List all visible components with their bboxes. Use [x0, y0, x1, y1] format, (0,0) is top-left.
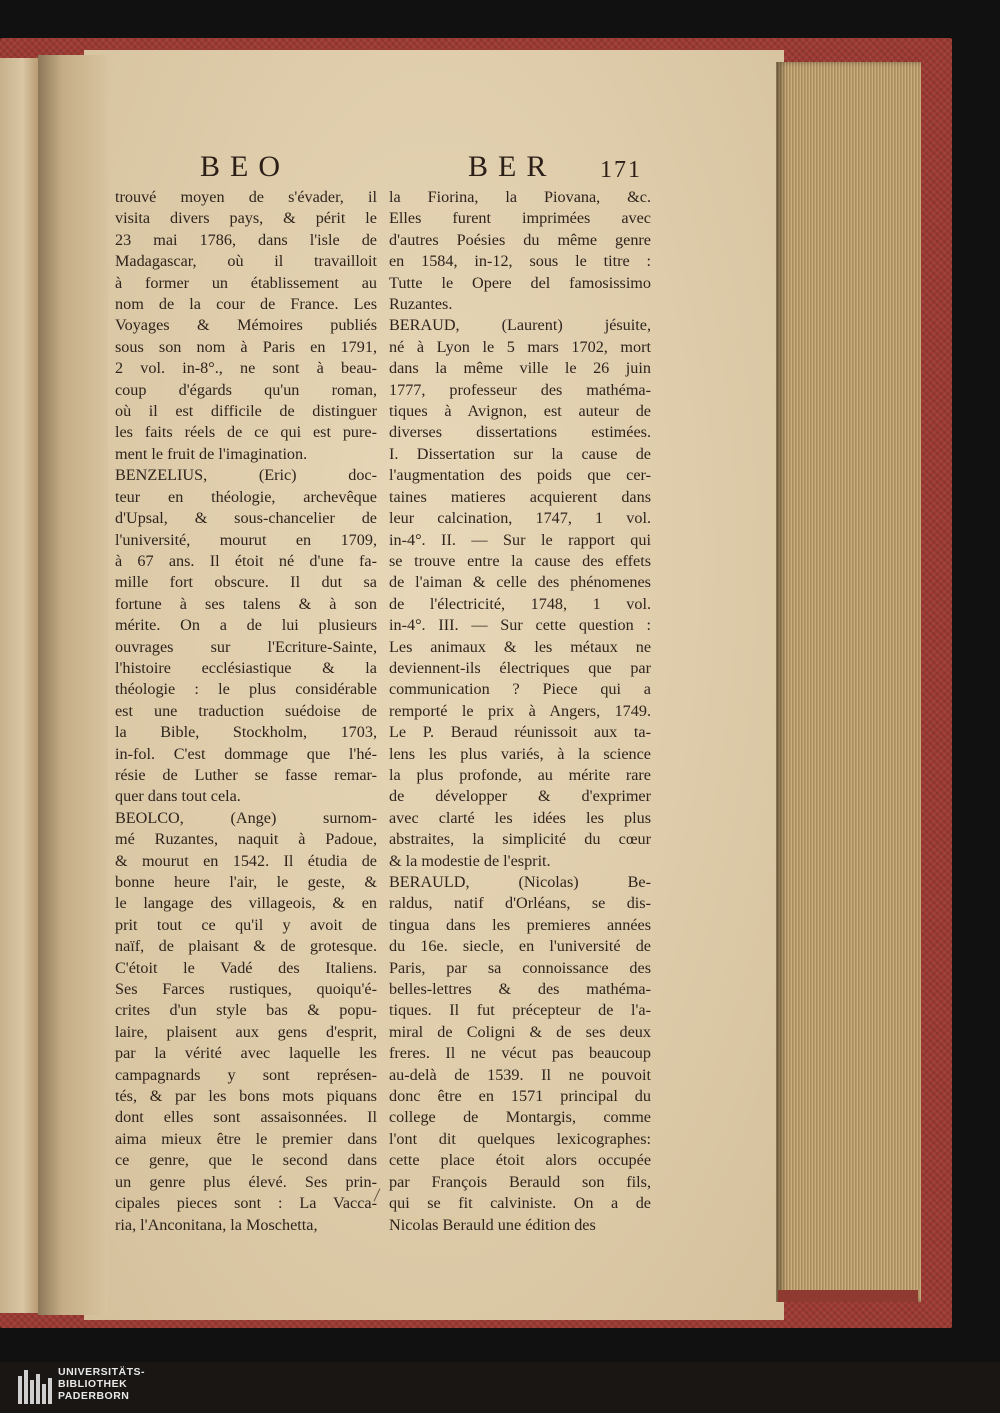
text-line: du 16e. siecle, en l'université de: [389, 937, 651, 956]
text-line: Paris, par sa connoissance des: [389, 958, 651, 977]
text-line: quer dans tout cela.: [115, 787, 241, 806]
text-line: leur calcination, 1747, 1 vol.: [389, 509, 651, 528]
page-number: 171: [600, 157, 642, 183]
text-line: à former un établissement au: [115, 273, 377, 292]
text-line: théologie : le plus considérable: [115, 680, 377, 699]
library-logo-icon: [18, 1370, 52, 1404]
text-line: & mourut en 1542. Il étudia de: [115, 851, 377, 870]
text-line: la plus profonde, au mérite rare: [389, 765, 651, 784]
text-line: college de Montargis, comme: [389, 1108, 651, 1127]
text-line: coup d'égards qu'un roman,: [115, 380, 377, 399]
text-line: remporté le prix à Angers, 1749.: [389, 701, 651, 720]
text-line: ria, l'Anconitana, la Moschetta,: [115, 1215, 318, 1234]
text-line: campagnards y sont représen-: [115, 1065, 377, 1084]
text-line: in-4°. III. — Sur cette question :: [389, 616, 651, 635]
text-line: mille fort obscure. Il dut sa: [115, 573, 377, 592]
text-line: la Bible, Stockholm, 1703,: [115, 723, 377, 742]
text-line: in-fol. C'est dommage que l'hé-: [115, 744, 377, 763]
text-line: d'Upsal, & sous-chancelier de: [115, 509, 377, 528]
text-line: Le P. Beraud réunissoit aux ta-: [389, 723, 651, 742]
library-name-line: PADERBORN: [58, 1390, 130, 1402]
text-line: aima mieux être le premier dans: [115, 1129, 377, 1148]
text-line: Tutte le Opere del famosissimo: [389, 273, 651, 292]
text-line: 2 vol. in-8°., ne sont à beau-: [115, 359, 377, 378]
text-line: au-delà de 1539. Il ne pouvoit: [389, 1065, 651, 1084]
text-line: qui se fit calviniste. On a de: [389, 1194, 651, 1213]
text-line: bonne heure l'air, le geste, &: [115, 873, 377, 891]
text-line: se trouve entre la cause des effets: [389, 551, 651, 570]
text-line: miral de Coligni & de ses deux: [389, 1022, 651, 1041]
text-line: Elles furent imprimées avec: [389, 209, 651, 228]
text-line: cipales pieces sont : La Vacca-: [115, 1194, 377, 1213]
text-line: BERAULD, (Nicolas) Be-: [389, 873, 651, 891]
page-gutter: [38, 55, 108, 1315]
left-page-edge: [0, 58, 38, 1313]
text-line: ce genre, que le second dans: [115, 1151, 377, 1170]
text-line: est une traduction suédoise de: [115, 701, 377, 720]
text-line: nom de la cour de France. Les: [115, 295, 377, 314]
text-line: la Fiorina, la Piovana, &c.: [389, 188, 651, 206]
text-line: diverses dissertations estimées.: [389, 423, 651, 442]
text-line: Nicolas Berauld une édition des: [389, 1215, 596, 1234]
text-line: BENZELIUS, (Eric) doc-: [115, 466, 377, 485]
text-line: cette place étoit alors occupée: [389, 1151, 651, 1170]
text-line: l'université, mourut en 1709,: [115, 530, 377, 549]
text-line: mérite. On a de lui plusieurs: [115, 616, 377, 635]
text-line: BERAUD, (Laurent) jésuite,: [389, 316, 651, 335]
text-line: trouvé moyen de s'évader, il: [115, 188, 377, 206]
text-line: dont elles sont assaisonnées. Il: [115, 1108, 377, 1127]
text-line: C'étoit le Vadé des Italiens.: [115, 958, 377, 977]
page-edges: [776, 62, 921, 1302]
text-line: naïf, de plaisant & de grotesque.: [115, 937, 377, 956]
text-line: belles-lettres & des mathéma-: [389, 980, 651, 999]
running-head-right: BER: [468, 150, 557, 183]
text-line: où il est difficile de distinguer: [115, 402, 377, 421]
text-line: deviennent-ils électriques que par: [389, 658, 651, 677]
text-line: tiques à Avignon, est auteur de: [389, 402, 651, 421]
text-line: teur en théologie, archevêque: [115, 487, 377, 506]
text-line: les faits réels de ce qui est pure-: [115, 423, 377, 442]
text-line: abstraites, la simplicité du cœur: [389, 830, 651, 849]
text-line: I. Dissertation sur la cause de: [389, 444, 651, 463]
text-line: Ses Farces rustiques, quoiqu'é-: [115, 980, 377, 999]
text-line: par la vérité avec laquelle les: [115, 1044, 377, 1063]
text-line: à 67 ans. Il étoit né d'une fa-: [115, 551, 377, 570]
text-line: un genre plus élevé. Ses prin-: [115, 1172, 377, 1191]
text-line: visita divers pays, & périt le: [115, 209, 377, 228]
text-line: 23 mai 1786, dans l'isle de: [115, 230, 377, 249]
text-line: freres. Il ne vécut pas beaucoup: [389, 1044, 651, 1063]
text-line: Madagascar, où il travailloit: [115, 252, 377, 271]
running-head-left: BEO: [200, 150, 290, 183]
text-line: fortune à ses talens & à son: [115, 594, 377, 613]
text-line: en 1584, in-12, sous le titre :: [389, 252, 651, 271]
text-line: 1777, professeur des mathéma-: [389, 380, 651, 399]
text-line: tés, & par les bons mots piquans: [115, 1087, 377, 1106]
text-line: Les animaux & les métaux ne: [389, 637, 651, 656]
text-line: le langage des villageois, & en: [115, 894, 377, 913]
text-line: mé Ruzantes, naquit à Padoue,: [115, 830, 377, 849]
text-line: raldus, natif d'Orléans, se dis-: [389, 894, 651, 913]
text-line: l'augmentation des poids que cer-: [389, 466, 651, 485]
text-line: par François Berauld son fils,: [389, 1172, 651, 1191]
text-column-left: [115, 187, 377, 1236]
text-line: taines matieres acquierent dans: [389, 487, 651, 506]
library-name-line: UNIVERSITÄTS-: [58, 1366, 146, 1378]
text-line: crites d'un style bas & popu-: [115, 1001, 377, 1020]
text-line: de l'aiman & celle des phénomenes: [389, 573, 651, 592]
text-line: l'histoire ecclésiastique & la: [115, 658, 377, 677]
text-line: d'autres Poésies du même genre: [389, 230, 651, 249]
text-line: ment le fruit de l'imagination.: [115, 444, 308, 463]
text-line: l'ont dit quelques lexicographes:: [389, 1129, 651, 1148]
text-line: lens les plus variés, à la science: [389, 744, 651, 763]
text-line: né à Lyon le 5 mars 1702, mort: [389, 337, 651, 356]
text-line: communication ? Piece qui a: [389, 680, 651, 699]
text-line: de l'électricité, 1748, 1 vol.: [389, 594, 651, 613]
cover-edge: [778, 1290, 918, 1302]
text-line: in-4°. II. — Sur le rapport qui: [389, 530, 651, 549]
text-column-right: [389, 187, 651, 1236]
text-line: donc être en 1571 principal du: [389, 1087, 651, 1106]
footer-bar: [0, 1362, 1000, 1413]
text-line: tingua dans les premieres années: [389, 915, 651, 934]
text-line: prit tout ce qu'il y avoit de: [115, 915, 377, 934]
text-line: de développer & d'exprimer: [389, 787, 651, 806]
text-line: Voyages & Mémoires publiés: [115, 316, 377, 335]
text-line: avec clarté les idées les plus: [389, 808, 651, 827]
text-line: dans la même ville le 26 juin: [389, 359, 651, 378]
text-line: ouvrages sur l'Ecriture-Sainte,: [115, 637, 377, 656]
text-line: tiques. Il fut précepteur de l'a-: [389, 1001, 651, 1020]
text-line: Ruzantes.: [389, 295, 453, 314]
text-line: laire, plaisent aux gens d'esprit,: [115, 1022, 377, 1041]
library-name: [58, 1366, 145, 1402]
text-line: BEOLCO, (Ange) surnom-: [115, 808, 377, 827]
text-line: sous son nom à Paris en 1791,: [115, 337, 377, 356]
text-line: & la modestie de l'esprit.: [389, 851, 551, 870]
text-line: résie de Luther se fasse remar-: [115, 765, 377, 784]
library-name-line: BIBLIOTHEK: [58, 1378, 128, 1390]
